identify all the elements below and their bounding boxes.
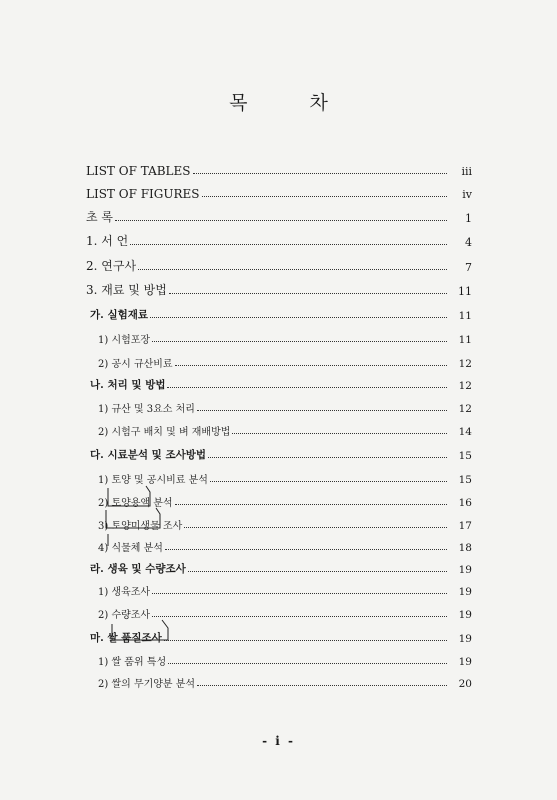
dot-leader — [208, 457, 447, 458]
toc-entry[interactable] — [86, 536, 472, 554]
toc-entry[interactable] — [86, 183, 472, 201]
toc-entry-label: 1) 토양 및 공시비료 분석 — [98, 475, 208, 486]
toc-entry-page: 11 — [458, 285, 472, 298]
toc-entry-page: 11 — [458, 310, 472, 322]
page-number: - i - — [262, 734, 295, 748]
toc-entry-label: 3) 토양미생물 조사 — [98, 521, 183, 532]
toc-entry-page: 19 — [458, 656, 472, 668]
toc-entry[interactable] — [86, 304, 472, 322]
toc-entry[interactable] — [86, 420, 472, 438]
dot-leader — [232, 433, 447, 434]
toc-entry-label: LIST OF FIGURES — [86, 187, 200, 201]
dot-leader — [152, 616, 447, 617]
dot-leader — [210, 481, 447, 482]
toc-entry-page: 12 — [458, 380, 472, 392]
toc-entry-label: 나. 처리 및 방법 — [90, 379, 166, 391]
toc-entry-page: 19 — [458, 564, 472, 576]
dot-leader — [202, 196, 447, 197]
dot-leader — [150, 317, 447, 318]
dot-leader — [152, 341, 447, 342]
toc-entry[interactable] — [86, 160, 472, 178]
toc-entry-label: 3. 재료 및 방법 — [86, 283, 167, 297]
toc-entry-label: 2) 수량조사 — [98, 610, 151, 621]
toc-entry[interactable] — [86, 580, 472, 598]
toc-entry[interactable] — [86, 231, 472, 249]
toc-entry[interactable] — [86, 280, 472, 298]
toc-entry[interactable] — [86, 468, 472, 486]
toc-entry[interactable] — [86, 603, 472, 621]
toc-entry-label: 가. 실험재료 — [90, 309, 149, 321]
toc-entry-page: 16 — [458, 497, 472, 509]
toc-entry-page: 19 — [458, 609, 472, 621]
toc-entry[interactable] — [86, 397, 472, 415]
toc-entry[interactable] — [86, 650, 472, 668]
dot-leader — [152, 593, 447, 594]
toc-entry-label: 라. 생육 및 수량조사 — [90, 563, 186, 575]
dot-leader — [184, 527, 447, 528]
toc-entry-label: 2) 토양용액 분석 — [98, 498, 173, 509]
dot-leader — [138, 269, 447, 270]
toc-entry-page: 14 — [458, 426, 472, 438]
toc-entry[interactable] — [86, 558, 472, 576]
dot-leader — [168, 663, 447, 664]
toc-entry[interactable] — [86, 672, 472, 690]
toc-entry-label: 다. 시료분석 및 조사방법 — [90, 449, 207, 461]
toc-entry-label: LIST OF TABLES — [86, 164, 191, 178]
dot-leader — [167, 387, 447, 388]
toc-entry-label: 1) 규산 및 3요소 처리 — [98, 404, 195, 415]
page-title: 목 차 — [229, 92, 356, 114]
toc-entry[interactable] — [86, 207, 472, 225]
dot-leader — [164, 640, 447, 641]
toc-entry-page: 12 — [458, 403, 472, 415]
toc-entry-label: 마. 쌀 품질조사 — [90, 632, 162, 644]
toc-entry-label: 4) 식물체 분석 — [98, 543, 163, 554]
toc-entry-page: 17 — [458, 520, 472, 532]
toc-entry-page: iii — [461, 165, 472, 178]
toc-entry-label: 1) 생육조사 — [98, 587, 151, 598]
toc-entry-page: 11 — [458, 334, 472, 346]
toc-entry[interactable] — [86, 328, 472, 346]
toc-entry-label: 1. 서 언 — [86, 234, 129, 248]
toc-entry-page: 18 — [458, 542, 472, 554]
dot-leader — [165, 549, 447, 550]
toc-entry-page: 12 — [458, 358, 472, 370]
toc-entry-page: iv — [462, 188, 472, 201]
toc-entry[interactable] — [86, 627, 472, 645]
toc-entry-page: 19 — [458, 633, 472, 645]
dot-leader — [197, 410, 447, 411]
toc-entry[interactable] — [86, 374, 472, 392]
toc-entry-label: 1) 쌀 품위 특성 — [98, 657, 167, 668]
toc-entry-label: 2) 공시 규산비료 — [98, 359, 173, 370]
toc-entry-page: 1 — [465, 212, 472, 225]
toc-entry[interactable] — [86, 514, 472, 532]
toc-entry-label: 2) 쌀의 무기양분 분석 — [98, 679, 196, 690]
toc-entry[interactable] — [86, 491, 472, 509]
toc-entry-label: 초 록 — [86, 210, 113, 224]
toc-entry-page: 7 — [465, 261, 472, 274]
toc-entry-label: 2. 연구사 — [86, 259, 137, 273]
toc-entry[interactable] — [86, 352, 472, 370]
dot-leader — [193, 173, 447, 174]
toc-entry-page: 15 — [458, 450, 472, 462]
toc-entry-page: 4 — [465, 236, 472, 249]
toc-entry-page: 15 — [458, 474, 472, 486]
dot-leader — [175, 365, 447, 366]
toc-entry[interactable] — [86, 256, 472, 274]
dot-leader — [115, 220, 447, 221]
toc-entry-label: 2) 시험구 배치 및 벼 재배방법 — [98, 427, 231, 438]
dot-leader — [175, 504, 447, 505]
dot-leader — [188, 571, 447, 572]
toc-entry-page: 20 — [458, 678, 472, 690]
dot-leader — [169, 293, 447, 294]
dot-leader — [130, 244, 447, 245]
toc-entry[interactable] — [86, 444, 472, 462]
toc-entry-label: 1) 시험포장 — [98, 335, 151, 346]
toc-entry-page: 19 — [458, 586, 472, 598]
dot-leader — [197, 685, 447, 686]
